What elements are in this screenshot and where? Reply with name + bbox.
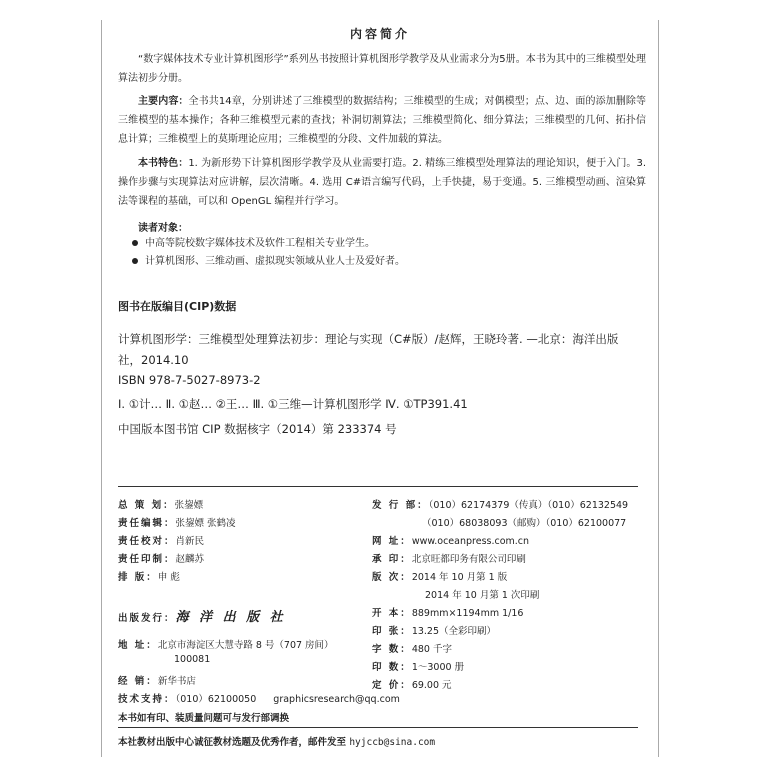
intro-paragraph: “数字媒体技术专业计算机图形学”系列丛书按照计算机图形学教学及从业需求分为5册。本书为其中的三维模型处理算法初步分册。	[118, 54, 646, 84]
edition-value-1: 2014 年 10 月第 1 版	[411, 572, 508, 583]
features-label: 本书特色：	[138, 158, 189, 169]
readers-label: 读者对象：	[138, 223, 188, 234]
layout-row	[118, 569, 180, 583]
cip-line-1: 计算机图形学：三维模型处理算法初步：理论与实现（C#版）/赵辉，王晓玲著. —北京：海洋出版	[118, 332, 619, 346]
web-value: www.oceanpress.com.cn	[411, 536, 530, 547]
bullet-icon	[132, 240, 138, 246]
layout-value: 申 彪	[157, 572, 180, 583]
proof-label: 责任校对：	[118, 536, 176, 547]
editor-label: 责任编辑：	[118, 518, 176, 529]
sheets-label: 印 张：	[372, 626, 412, 637]
layout-label: 排 版：	[118, 572, 158, 583]
divider-bottom	[118, 727, 638, 728]
format-value: 889mm×1194mm 1/16	[411, 608, 524, 619]
address-row	[118, 637, 334, 651]
cip-isbn: ISBN 978-7-5027-8973-2	[118, 373, 261, 387]
call-for-authors	[118, 734, 435, 748]
cip-verify: 中国版本图书馆 CIP 数据核字（2014）第 233374 号	[118, 422, 397, 436]
tech-row	[118, 691, 400, 705]
printer-label: 承 印：	[372, 554, 412, 565]
sales-value-2: （010）68038093（邮购）（010）62100077	[422, 518, 627, 529]
copies-value: 1～3000 册	[411, 662, 465, 673]
distributor-value: 新华书店	[157, 676, 196, 687]
words-label: 字 数：	[372, 644, 412, 655]
reader-text-1: 中高等院校数字媒体技术及软件工程相关专业学生。	[145, 238, 375, 249]
sheets-row	[372, 623, 496, 637]
page-title: 内容简介	[349, 27, 410, 41]
web-row	[372, 533, 529, 547]
editor-value: 张鋆嫖 张鹤凌	[175, 518, 236, 529]
web-label: 网 址：	[372, 536, 412, 547]
planner-row	[118, 497, 203, 511]
document-page	[101, 20, 659, 757]
printer-row	[372, 551, 526, 565]
words-row	[372, 641, 452, 655]
printer-value: 北京旺都印务有限公司印刷	[411, 554, 526, 565]
edition-label: 版 次：	[372, 572, 412, 583]
divider-top	[118, 486, 638, 487]
tech-phone: （010）62100050	[175, 694, 257, 705]
sheets-value: 13.25（全彩印刷）	[411, 626, 497, 637]
content-label: 主要内容：	[138, 96, 189, 107]
author-email: hyjccb@sina.com	[349, 737, 436, 748]
tech-email: graphicsresearch@qq.com	[273, 694, 400, 705]
sales-value-1: （010）62174379（传真）（010）62132549	[428, 500, 629, 511]
price-row	[372, 677, 452, 691]
planner-label: 总 策 划：	[118, 500, 175, 511]
format-row	[372, 605, 523, 619]
print-label: 责任印制：	[118, 554, 176, 565]
content-paragraph	[118, 92, 646, 149]
publisher-seal: 海 洋 出 版 社	[175, 610, 286, 625]
address-value: 北京市海淀区大慧寺路 8 号（707 房间）	[157, 640, 334, 651]
call-for-authors-text: 本社教材出版中心诚征教材选题及优秀作者，邮件发至	[118, 737, 347, 748]
planner-value: 张鋆嫖	[174, 500, 204, 511]
copies-row	[372, 659, 464, 673]
distributor-label: 经 销：	[118, 676, 158, 687]
editor-row	[118, 515, 236, 529]
reader-text-2: 计算机图形、三维动画、虚拟现实领域从业人士及爱好者。	[145, 256, 405, 267]
quality-note: 本书如有印、装质量问题可与发行部调换	[118, 713, 290, 724]
distributor-row	[118, 673, 196, 687]
publisher-row	[118, 606, 286, 625]
sales-label: 发 行 部：	[372, 500, 429, 511]
sales-row	[372, 497, 628, 511]
cip-line-2: 社，2014.10	[118, 353, 189, 367]
proof-row	[118, 533, 204, 547]
edition-row	[372, 569, 507, 583]
features-text: 1. 为新形势下计算机图形学教学及从业需要打造。2. 精练三维模型处理算法的理论知识，便于入门。3. 操作步骤与实现算法对应讲解，层次清晰。4. 选用 C#语言编写代码，上手快捷，易于变通。5. 三维模型动画、渲染算法等课程的基础，可以和 OpenGL 编程并行学习。	[118, 158, 647, 207]
cip-classification: Ⅰ. ①计… Ⅱ. ①赵… ②王… Ⅲ. ①三维—计算机图形学 Ⅳ. ①TP391.41	[118, 397, 468, 411]
print-row	[118, 551, 204, 565]
edition-value-2: 2014 年 10 月第 1 次印刷	[425, 590, 540, 601]
format-label: 开 本：	[372, 608, 412, 619]
features-paragraph	[118, 154, 646, 211]
proof-value: 肖新民	[175, 536, 205, 547]
content-text: 全书共14章，分别讲述了三维模型的数据结构；三维模型的生成；对偶模型；点、边、面的添加删除等三维模型的基本操作；各种三维模型元素的查找；补洞切割算法；三维模型简化、细分算法；三维模型的几何、拓扑信息计算；三维模型上的莫斯理论应用；三维模型的分段、文件加载的算法。	[118, 96, 646, 145]
copies-label: 印 数：	[372, 662, 412, 673]
cip-heading: 图书在版编目(CIP)数据	[118, 300, 237, 313]
postcode: 100081	[174, 654, 211, 665]
address-label: 地 址：	[118, 640, 158, 651]
price-label: 定 价：	[372, 680, 412, 691]
reader-item-1	[132, 234, 375, 249]
words-value: 480 千字	[411, 644, 452, 655]
print-value: 赵麟苏	[175, 554, 205, 565]
publisher-label: 出版发行：	[118, 613, 176, 624]
bullet-icon	[132, 258, 138, 264]
price-value: 69.00 元	[411, 680, 452, 691]
tech-label: 技术支持：	[118, 694, 176, 705]
reader-item-2	[132, 252, 405, 267]
